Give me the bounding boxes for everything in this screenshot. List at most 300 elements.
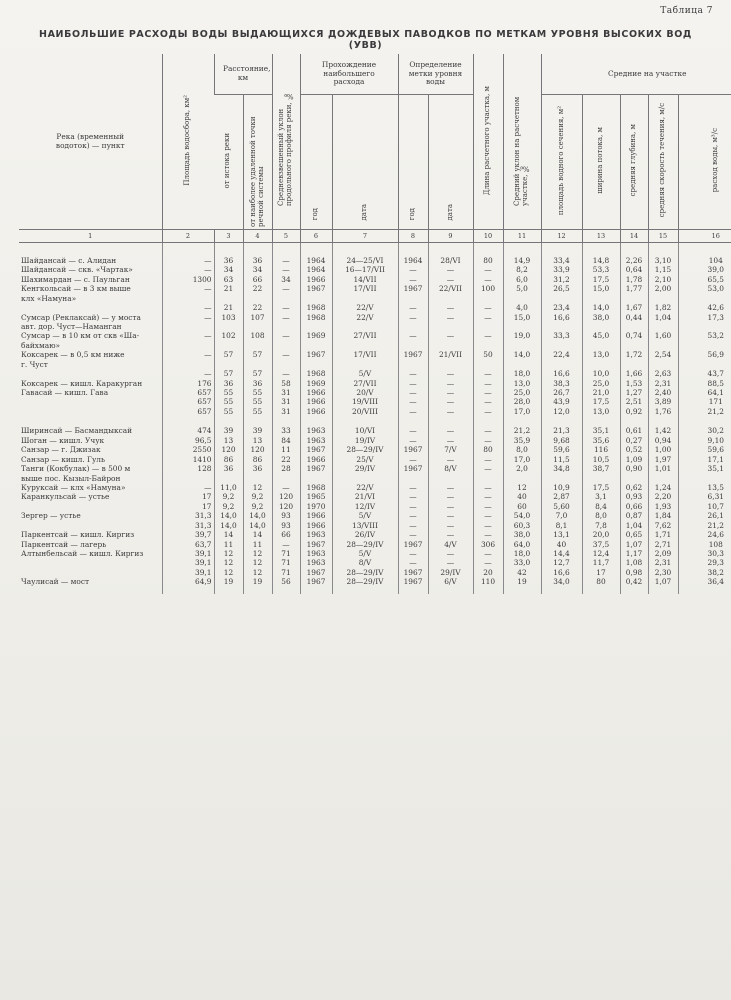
table-cell: 20,0: [582, 531, 620, 540]
table-cell: 120: [214, 446, 243, 455]
table-cell: 22/VII: [428, 285, 473, 294]
table-cell: 12: [243, 484, 272, 493]
table-cell: 39,0: [678, 266, 731, 275]
table-cell: [648, 588, 678, 594]
table-cell: 59,6: [541, 446, 582, 455]
table-cell: 2,0: [503, 465, 541, 474]
table-cell: 1970: [300, 503, 332, 512]
table-cell: 1,04: [620, 522, 648, 531]
table-cell: 36: [214, 380, 243, 389]
table-cell: —: [162, 285, 214, 294]
table-cell: —: [162, 266, 214, 275]
table-cell: 35,1: [678, 465, 731, 474]
table-cell: 57: [243, 370, 272, 379]
table-cell: —: [398, 503, 428, 512]
table-cell: 27/VII: [332, 380, 398, 389]
table-cell: [582, 475, 620, 484]
table-cell: 64,0: [503, 541, 541, 550]
table-cell: —: [398, 332, 428, 341]
table-cell: [620, 295, 648, 304]
table-cell: —: [473, 503, 503, 512]
table-cell: 28: [272, 465, 300, 474]
table-cell: 57: [243, 351, 272, 360]
table-cell: [503, 342, 541, 351]
table-cell: [503, 475, 541, 484]
table-cell: 12,0: [541, 408, 582, 417]
table-cell: 1967: [300, 285, 332, 294]
table-cell: —: [272, 370, 300, 379]
table-cell: 10,5: [582, 456, 620, 465]
table-cell: 108: [243, 332, 272, 341]
table-cell: 1,72: [620, 351, 648, 360]
table-cell: 1966: [300, 389, 332, 398]
table-cell: 1,60: [648, 332, 678, 341]
table-cell: —: [428, 522, 473, 531]
table-cell: —: [428, 408, 473, 417]
table-cell: 28,0: [503, 398, 541, 407]
table-cell: 1967: [398, 446, 428, 455]
col-number: 12: [541, 229, 582, 242]
table-cell: [243, 417, 272, 427]
table-cell: 171: [678, 398, 731, 407]
table-cell: —: [398, 559, 428, 568]
table-cell: [332, 417, 398, 427]
table-cell: 16,6: [541, 314, 582, 323]
river-cell: [19, 304, 162, 313]
table-cell: [332, 342, 398, 351]
table-cell: 35,6: [582, 437, 620, 446]
table-row: [19, 475, 731, 484]
table-cell: 11,0: [214, 484, 243, 493]
table-cell: 1969: [300, 380, 332, 389]
table-cell: 6,31: [678, 493, 731, 502]
table-cell: 66: [272, 531, 300, 540]
table-cell: —: [398, 389, 428, 398]
table-cell: 1,93: [648, 503, 678, 512]
table-cell: —: [398, 408, 428, 417]
table-cell: 1965: [300, 493, 332, 502]
table-cell: —: [398, 437, 428, 446]
table-row: [19, 323, 731, 332]
table-cell: 110: [473, 578, 503, 587]
table-cell: 23,4: [541, 304, 582, 313]
table-cell: 1967: [398, 351, 428, 360]
table-cell: —: [428, 427, 473, 436]
table-cell: [428, 242, 473, 257]
table-cell: 29/IV: [428, 569, 473, 578]
table-cell: 12: [503, 484, 541, 493]
table-row: [19, 389, 731, 398]
table-cell: —: [473, 380, 503, 389]
table-cell: 93: [272, 522, 300, 531]
table-cell: [541, 361, 582, 370]
table-cell: 1300: [162, 276, 214, 285]
table-cell: 7/V: [428, 446, 473, 455]
table-cell: 63: [214, 276, 243, 285]
table-cell: 1,42: [648, 427, 678, 436]
table-cell: 86: [243, 456, 272, 465]
table-cell: 35,9: [503, 437, 541, 446]
table-cell: 17,5: [582, 398, 620, 407]
table-cell: [214, 361, 243, 370]
table-cell: —: [272, 304, 300, 313]
table-cell: [473, 323, 503, 332]
river-cell: Паркентсай — лагерь: [21, 540, 107, 549]
table-cell: 37,5: [582, 541, 620, 550]
table-cell: [473, 417, 503, 427]
table-cell: 28—29/IV: [332, 569, 398, 578]
table-cell: 20/VIII: [332, 408, 398, 417]
table-cell: 14,8: [582, 257, 620, 266]
table-tail-row: [19, 588, 731, 594]
table-cell: —: [473, 512, 503, 521]
table-cell: 10,7: [678, 503, 731, 512]
table-cell: 14: [243, 531, 272, 540]
table-cell: 2,20: [648, 493, 678, 502]
river-cell: Зергер — устье: [21, 512, 81, 521]
table-cell: 60,3: [503, 522, 541, 531]
table-cell: —: [398, 266, 428, 275]
table-cell: [428, 295, 473, 304]
table-row: [19, 437, 731, 446]
table-cell: 57: [214, 351, 243, 360]
table-cell: [162, 417, 214, 427]
table-cell: 7,0: [541, 512, 582, 521]
table-cell: 39,1: [162, 550, 214, 559]
table-cell: 20/V: [332, 389, 398, 398]
table-cell: —: [398, 314, 428, 323]
table-cell: [243, 295, 272, 304]
table-cell: 128: [162, 465, 214, 474]
col-number: 10: [473, 229, 503, 242]
table-cell: 14,0: [214, 512, 243, 521]
table-cell: —: [428, 314, 473, 323]
table-cell: —: [398, 493, 428, 502]
table-cell: 25,0: [503, 389, 541, 398]
table-cell: —: [398, 512, 428, 521]
table-cell: 108: [678, 541, 731, 550]
table-cell: 1964: [398, 257, 428, 266]
table-cell: [300, 417, 332, 427]
table-cell: —: [398, 484, 428, 493]
table-cell: 1963: [300, 550, 332, 559]
table-cell: [162, 342, 214, 351]
table-cell: [648, 323, 678, 332]
table-cell: 36: [243, 380, 272, 389]
table-cell: —: [398, 276, 428, 285]
table-cell: [214, 342, 243, 351]
table-cell: 1964: [300, 266, 332, 275]
table-cell: 1,01: [648, 465, 678, 474]
table-cell: 25,0: [582, 380, 620, 389]
table-cell: —: [272, 484, 300, 493]
table-cell: —: [473, 304, 503, 313]
table-cell: 657: [162, 408, 214, 417]
table-row: [19, 351, 731, 360]
col-number: 7: [332, 229, 398, 242]
table-cell: 71: [272, 569, 300, 578]
table-row: [19, 559, 731, 568]
table-cell: 1,07: [620, 541, 648, 550]
table-cell: 84: [272, 437, 300, 446]
table-cell: [272, 295, 300, 304]
table-cell: 34,0: [541, 578, 582, 587]
col-number: 1: [19, 229, 162, 242]
river-cell: [19, 370, 162, 379]
table-cell: [243, 588, 272, 594]
table-row: [19, 503, 731, 512]
table-cell: 38,2: [678, 569, 731, 578]
header-mark-date: дата: [428, 94, 473, 229]
table-cell: [162, 295, 214, 304]
table-cell: —: [398, 398, 428, 407]
table-cell: 34: [214, 266, 243, 275]
table-cell: —: [428, 493, 473, 502]
table-cell: [332, 361, 398, 370]
table-cell: —: [272, 285, 300, 294]
table-row: [19, 578, 731, 587]
table-cell: 120: [272, 503, 300, 512]
table-cell: [541, 242, 582, 257]
table-cell: 88,5: [678, 380, 731, 389]
table-cell: 26,7: [541, 389, 582, 398]
table-cell: 0,62: [620, 484, 648, 493]
river-cell: Санзар — г. Джизак: [21, 446, 101, 455]
table-cell: —: [473, 493, 503, 502]
table-cell: 55: [214, 408, 243, 417]
table-cell: 21/VII: [428, 351, 473, 360]
table-cell: [678, 295, 731, 304]
table-cell: 1968: [300, 314, 332, 323]
table-cell: 0,27: [620, 437, 648, 446]
table-cell: 1,97: [648, 456, 678, 465]
table-cell: 22/V: [332, 314, 398, 323]
table-cell: 1,09: [620, 456, 648, 465]
table-cell: 14,9: [503, 257, 541, 266]
table-cell: —: [428, 531, 473, 540]
table-cell: 1967: [300, 446, 332, 455]
table-cell: 29,3: [678, 559, 731, 568]
table-cell: 39,1: [162, 569, 214, 578]
table-cell: [678, 361, 731, 370]
table-cell: 10,0: [582, 370, 620, 379]
table-cell: [214, 295, 243, 304]
table-cell: [473, 295, 503, 304]
river-cell: Алтынбельсай — кишл. Киргиз: [21, 550, 144, 559]
table-cell: [541, 323, 582, 332]
table-cell: 12: [214, 559, 243, 568]
table-cell: 176: [162, 380, 214, 389]
table-cell: 0,74: [620, 332, 648, 341]
table-cell: 306: [473, 541, 503, 550]
table-cell: 21,2: [678, 408, 731, 417]
table-cell: 36: [214, 257, 243, 266]
table-cell: 3,10: [648, 257, 678, 266]
table-cell: —: [272, 541, 300, 550]
table-cell: 2,09: [648, 550, 678, 559]
table-cell: —: [398, 380, 428, 389]
table-row: [19, 285, 731, 294]
table-cell: 17,3: [678, 314, 731, 323]
table-cell: [648, 342, 678, 351]
table-cell: [620, 242, 648, 257]
table-cell: —: [473, 427, 503, 436]
table-cell: 0,65: [620, 531, 648, 540]
table-cell: 1,77: [620, 285, 648, 294]
table-cell: [620, 417, 648, 427]
table-cell: [19, 242, 162, 257]
table-cell: 53,2: [678, 332, 731, 341]
table-cell: 0,66: [620, 503, 648, 512]
table-cell: [648, 242, 678, 257]
table-cell: 11: [214, 541, 243, 550]
table-cell: [300, 475, 332, 484]
table-cell: —: [473, 550, 503, 559]
col-number: 11: [503, 229, 541, 242]
table-cell: 13: [243, 437, 272, 446]
table-cell: [678, 475, 731, 484]
table-cell: 2,31: [648, 380, 678, 389]
header-discharge: расход воды, м³/с: [678, 94, 731, 229]
table-cell: 24,6: [678, 531, 731, 540]
table-cell: —: [428, 380, 473, 389]
header-area: Площадь водосбора, км²: [162, 54, 214, 229]
table-cell: [582, 342, 620, 351]
table-cell: 14,0: [243, 512, 272, 521]
table-cell: 7,8: [582, 522, 620, 531]
table-cell: 12: [243, 550, 272, 559]
table-cell: —: [428, 398, 473, 407]
table-cell: 8/V: [428, 465, 473, 474]
table-cell: 8/V: [332, 559, 398, 568]
table-cell: 71: [272, 550, 300, 559]
river-cell: Каранкульсай — устье: [21, 493, 110, 502]
table-cell: 12/IV: [332, 503, 398, 512]
table-cell: 1967: [398, 541, 428, 550]
header-width: ширина потока, м: [582, 94, 620, 229]
table-cell: [300, 588, 332, 594]
table-cell: 19/VIII: [332, 398, 398, 407]
table-cell: [620, 475, 648, 484]
table-cell: [398, 417, 428, 427]
table-cell: 0,87: [620, 512, 648, 521]
table-cell: [582, 295, 620, 304]
table-cell: 29/IV: [332, 465, 398, 474]
table-cell: —: [428, 484, 473, 493]
table-cell: 16,6: [541, 569, 582, 578]
table-cell: 20: [473, 569, 503, 578]
table-spacer-row: [19, 242, 731, 257]
table-cell: —: [428, 512, 473, 521]
river-cell: Коксарек — в 0,5 км ниже: [21, 351, 125, 360]
header-mark: Определение метки уровня воды: [398, 54, 473, 94]
table-cell: 19/IV: [332, 437, 398, 446]
table-cell: [332, 475, 398, 484]
table-cell: 80: [582, 578, 620, 587]
table-cell: —: [473, 332, 503, 341]
table-cell: 36: [243, 465, 272, 474]
table-row: [19, 512, 731, 521]
table-cell: [503, 361, 541, 370]
table-cell: 21: [214, 304, 243, 313]
table-cell: [428, 342, 473, 351]
table-cell: 22: [243, 304, 272, 313]
table-row: [19, 342, 731, 351]
table-cell: 36,4: [678, 578, 731, 587]
table-cell: [620, 588, 648, 594]
table-cell: 56,9: [678, 351, 731, 360]
table-cell: [428, 323, 473, 332]
col-number: 9: [428, 229, 473, 242]
table-cell: 107: [243, 314, 272, 323]
table-cell: 0,98: [620, 569, 648, 578]
table-cell: 53,3: [582, 266, 620, 275]
table-cell: 17,5: [582, 484, 620, 493]
table-cell: [541, 588, 582, 594]
table-cell: 2,00: [648, 285, 678, 294]
table-cell: [272, 417, 300, 427]
table-cell: 30,2: [678, 427, 731, 436]
table-cell: 14,0: [214, 522, 243, 531]
table-cell: 60: [503, 503, 541, 512]
table-cell: 55: [243, 398, 272, 407]
table-cell: 1963: [300, 437, 332, 446]
table-cell: 34: [243, 266, 272, 275]
table-cell: 1,78: [620, 276, 648, 285]
table-cell: 2,10: [648, 276, 678, 285]
river-cell: Коксарек — кишл. Каракурган: [21, 379, 143, 388]
table-cell: 2,40: [648, 389, 678, 398]
table-cell: 12,4: [582, 550, 620, 559]
table-row: [19, 522, 731, 531]
table-cell: —: [272, 314, 300, 323]
table-cell: 39,7: [162, 531, 214, 540]
table-cell: 35,1: [582, 427, 620, 436]
table-cell: 31,3: [162, 512, 214, 521]
table-cell: [428, 588, 473, 594]
table-cell: 1963: [300, 531, 332, 540]
table-cell: 120: [243, 446, 272, 455]
table-cell: [678, 588, 731, 594]
table-cell: 55: [243, 389, 272, 398]
river-cell: Паркентсай — кишл. Киргиз: [21, 531, 135, 540]
table-cell: 17: [162, 493, 214, 502]
column-number-row: [19, 229, 731, 242]
table-cell: 65,5: [678, 276, 731, 285]
table-cell: —: [428, 503, 473, 512]
table-cell: 27/VII: [332, 332, 398, 341]
table-label: Таблица 7: [660, 6, 713, 16]
table-cell: 21,2: [503, 427, 541, 436]
table-cell: [398, 588, 428, 594]
table-row: [19, 541, 731, 550]
table-cell: 1,84: [648, 512, 678, 521]
table-cell: [19, 417, 162, 427]
table-title: НАИБОЛЬШИЕ РАСХОДЫ ВОДЫ ВЫДАЮЩИХСЯ ДОЖДЕВЫХ ПАВОДКОВ ПО МЕТКАМ УРОВНЯ ВЫСОКИХ ВОД (УВВ): [39, 29, 692, 51]
table-row: [19, 456, 731, 465]
table-cell: [332, 588, 398, 594]
table-cell: [214, 323, 243, 332]
river-cell: авт. дор. Чуст—Наманган: [21, 322, 122, 331]
table-cell: 31,2: [541, 276, 582, 285]
table-cell: 1967: [300, 541, 332, 550]
table-cell: 17,1: [678, 456, 731, 465]
table-cell: 1967: [398, 578, 428, 587]
table-row: [19, 531, 731, 540]
table-cell: 36: [214, 465, 243, 474]
river-cell: Сумсар (Реклаксай) — у моста: [21, 313, 141, 322]
table-row: [19, 380, 731, 389]
